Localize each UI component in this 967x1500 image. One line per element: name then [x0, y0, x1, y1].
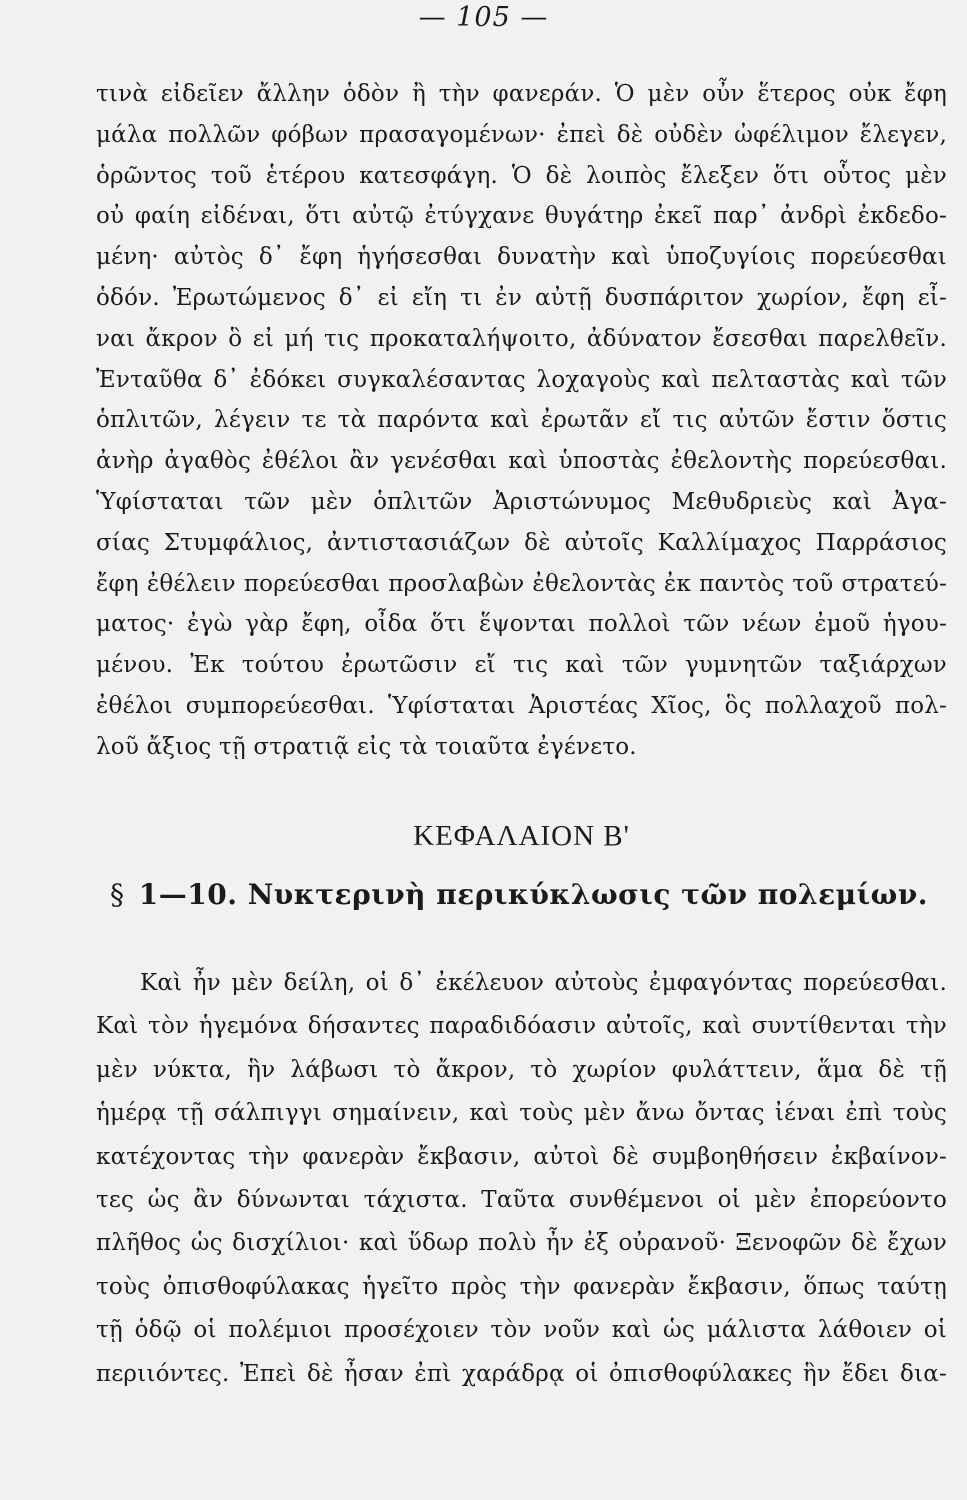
section-heading — [110, 878, 947, 911]
text-line: ἡμέρᾳ τῇ σάλπιγγι σημαίνειν, καὶ τοὺς μὲν ἄνω ὄντας ἰέναι ἐπὶ τοὺς — [96, 1100, 947, 1127]
text-line: τες ὡς ἂν δύνωνται τάχιστα. Ταῦτα συνθέμενοι οἱ μὲν ἐπορεύοντο — [96, 1186, 947, 1213]
text-line: τοὺς ὀπισθοφύλακας ἡγεῖτο πρὸς τὴν φανερὰν ἔκβασιν, ὅπως ταύτῃ — [96, 1273, 947, 1300]
text-line: μάλα πολλῶν φόβων πρασαγομένων· ἐπεὶ δὲ οὐδὲν ὠφέλιμον ἔλεγεν, — [96, 121, 947, 148]
text-line: ὁπλιτῶν, λέγειν τε τὰ παρόντα καὶ ἐρωτᾶν εἴ τις αὐτῶν ἔστιν ὅστις — [96, 407, 947, 434]
text-line: μὲν νύκτα, ἣν λάβωσι τὸ ἄκρον, τὸ χωρίον φυλάττειν, ἅμα δὲ τῇ — [96, 1056, 947, 1083]
text-line: σίας Στυμφάλιος, ἀντιστασιάζων δὲ αὐτοῖς Καλλίμαχος Παρράσιος — [96, 529, 947, 556]
text-line: οὐ φαίη εἰδέναι, ὅτι αὐτῷ ἐτύγχανε θυγάτηρ ἐκεῖ παρ᾽ ἀνδρὶ ἐκδεδο- — [96, 203, 947, 230]
text-line: τινὰ εἰδεῖεν ἄλλην ὁδὸν ἢ τὴν φανεράν. Ὁ μὲν οὖν ἕτερος οὐκ ἔφη — [96, 81, 947, 107]
text-line: λοῦ ἄξιος τῇ στρατιᾷ εἰς τὰ τοιαῦτα ἐγένετο. — [96, 733, 637, 760]
text-line: κατέχοντας τὴν φανερὰν ἔκβασιν, αὐτοὶ δὲ συμβοηθήσειν ἐκβαίνον- — [96, 1143, 947, 1170]
text-line: Ἐνταῦθα δ᾽ ἐδόκει συγκαλέσαντας λοχαγοὺς καὶ πελταστὰς καὶ τῶν — [96, 366, 947, 393]
text-line: ὁδόν. Ἐρωτώμενος δ᾽ εἰ εἴη τι ἐν αὐτῇ δυσπάριτον χωρίον, ἔφη εἶ- — [96, 284, 947, 311]
text-line: ἀνὴρ ἀγαθὸς ἐθέλοι ἂν γενέσθαι καὶ ὑποστὰς ἐθελοντὴς πορεύεσθαι. — [96, 448, 947, 475]
text-line: πλῆθος ὡς δισχίλιοι· καὶ ὕδωρ πολὺ ἦν ἐξ οὐρανοῦ· Ξενοφῶν δὲ ἔχων — [96, 1230, 947, 1257]
paragraph-2 — [96, 962, 947, 1396]
text-line: Καὶ ἦν μὲν δείλη, οἱ δ᾽ ἐκέλευον αὐτοὺς ἐμφαγόντας πορεύεσθαι. — [140, 970, 947, 996]
text-line: Καὶ τὸν ἡγεμόνα δήσαντες παραδιδόασιν αὐτοῖς, καὶ συντίθενται τὴν — [96, 1013, 947, 1040]
paragraph-1 — [96, 74, 947, 768]
text-line: Ὑφίσταται τῶν μὲν ὁπλιτῶν Ἀριστώνυμος Μεθυδριεὺς καὶ Ἀγα- — [96, 488, 947, 515]
text-line: περιιόντες. Ἐπεὶ δὲ ἦσαν ἐπὶ χαράδρᾳ οἱ ὀπισθοφύλακες ἣν ἔδει δια- — [96, 1360, 947, 1387]
text-line: ματος· ἐγὼ γὰρ ἔφη, οἶδα ὅτι ἕψονται πολλοὶ τῶν νέων ἐμοῦ ἡγου- — [96, 611, 947, 638]
text-line: μένου. Ἐκ τούτου ἐρωτῶσιν εἴ τις καὶ τῶν γυμνητῶν ταξιάρχων — [96, 652, 947, 679]
chapter-title: ΚΕΦΑΛΑΙΟΝ Β' — [413, 820, 630, 852]
page-number: — 105 — — [418, 2, 549, 33]
text-line: ὁρῶντος τοῦ ἑτέρου κατεσφάγη. Ὁ δὲ λοιπὸς ἔλεξεν ὅτι οὗτος μὲν — [96, 162, 947, 189]
section-heading-text: 1—10. Νυκτερινὴ περικύκλωσις τῶν πολεμίων. — [138, 878, 929, 911]
text-line: ναι ἄκρον ὃ εἰ μή τις προκαταλήψοιτο, ἀδύνατον ἔσεσθαι παρελθεῖν. — [96, 325, 947, 352]
section-mark: § — [110, 878, 125, 911]
text-line: ἐθέλοι συμπορεύεσθαι. Ὑφίσταται Ἀριστέας Χῖος, ὃς πολλαχοῦ πολ- — [96, 692, 947, 719]
text-line: μένη· αὐτὸς δ᾽ ἔφη ἡγήσεσθαι δυνατὴν καὶ ὑποζυγίοις πορεύεσθαι — [96, 244, 947, 271]
text-line: ἔφη ἐθέλειν πορεύεσθαι προσλαβὼν ἐθελοντὰς ἐκ παντὸς τοῦ στρατεύ- — [96, 570, 947, 597]
text-line: τῇ ὁδῷ οἱ πολέμιοι προσέχοιεν τὸν νοῦν καὶ ὡς μάλιστα λάθοιεν οἱ — [96, 1317, 947, 1344]
